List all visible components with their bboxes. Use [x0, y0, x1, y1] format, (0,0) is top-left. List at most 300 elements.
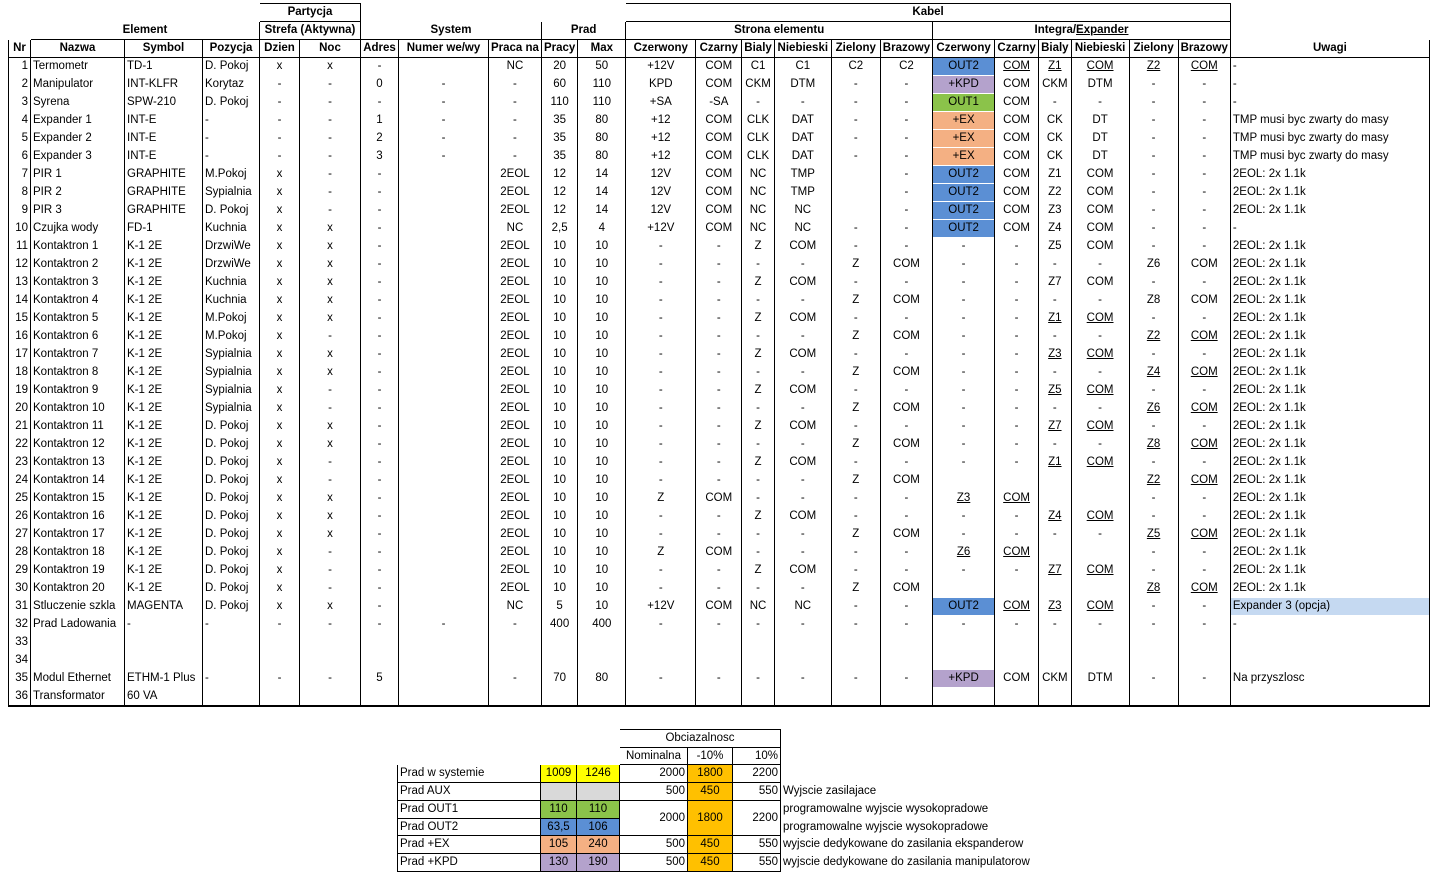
column-header: Noc: [300, 40, 361, 58]
table-cell: Modul Ethernet: [31, 670, 125, 688]
table-cell: 400: [541, 616, 577, 634]
table-cell: COM: [696, 544, 742, 562]
table-cell: [300, 652, 361, 670]
table-cell: 2EOL: 2x 1.1k: [1230, 418, 1429, 436]
summary-label: Prad +EX: [398, 836, 541, 854]
table-cell: -: [1178, 148, 1230, 166]
table-cell: [399, 526, 489, 544]
table-cell: -: [260, 130, 300, 148]
table-cell: Z7: [1039, 418, 1072, 436]
table-cell: -: [361, 598, 399, 616]
table-cell: Z: [626, 544, 696, 562]
table-cell: -: [203, 112, 260, 130]
table-cell: 10: [578, 526, 626, 544]
table-cell: Czujka wody: [31, 220, 125, 238]
table-cell: -: [831, 94, 880, 112]
column-header: Bialy: [1039, 40, 1072, 58]
table-cell: -: [1178, 346, 1230, 364]
plus10-col-header: 10%: [733, 747, 781, 765]
table-cell: OUT2: [933, 202, 995, 220]
table-cell: [626, 688, 696, 707]
table-cell: Z: [742, 274, 775, 292]
table-cell: [31, 652, 125, 670]
table-cell: D. Pokoj: [203, 562, 260, 580]
table-cell: GRAPHITE: [125, 202, 203, 220]
table-cell: COM: [696, 490, 742, 508]
table-cell: [933, 688, 995, 707]
table-cell: CK: [1039, 112, 1072, 130]
table-cell: [1129, 652, 1178, 670]
table-cell: -: [1071, 400, 1129, 418]
table-cell: -: [489, 148, 542, 166]
table-cell: [399, 634, 489, 652]
table-cell: -: [1129, 94, 1178, 112]
table-cell: 12V: [626, 184, 696, 202]
table-cell: Z3: [933, 490, 995, 508]
table-cell: M.Pokoj: [203, 328, 260, 346]
table-cell: [399, 58, 489, 76]
table-cell: 35: [541, 148, 577, 166]
table-cell: COM: [995, 148, 1039, 166]
column-header: Brazowy: [1178, 40, 1230, 58]
table-cell: -: [1071, 364, 1129, 382]
table-cell: [399, 400, 489, 418]
table-cell: K-1 2E: [125, 526, 203, 544]
column-header: Czerwony: [933, 40, 995, 58]
table-cell: DTM: [774, 76, 831, 94]
table-cell: 35: [541, 112, 577, 130]
table-cell: COM: [880, 400, 932, 418]
minus10-col-header: -10%: [688, 747, 733, 765]
table-cell: x: [300, 274, 361, 292]
table-cell: 2EOL: 2x 1.1k: [1230, 436, 1429, 454]
table-cell: COM: [1178, 292, 1230, 310]
table-cell: 20: [9, 400, 31, 418]
table-cell: [399, 202, 489, 220]
table-cell: 4: [578, 220, 626, 238]
table-cell: 10: [578, 238, 626, 256]
table-cell: +12: [626, 130, 696, 148]
table-cell: NC: [774, 202, 831, 220]
table-cell: KPD: [626, 76, 696, 94]
table-cell: -: [995, 616, 1039, 634]
table-cell: -: [831, 382, 880, 400]
table-cell: -: [1129, 148, 1178, 166]
table-cell: +KPD: [933, 76, 995, 94]
table-cell: -: [1129, 220, 1178, 238]
table-cell: COM: [774, 454, 831, 472]
table-cell: -: [696, 274, 742, 292]
table-cell: M.Pokoj: [203, 310, 260, 328]
table-cell: [300, 634, 361, 652]
table-cell: -: [1129, 346, 1178, 364]
table-cell: Z3: [1039, 346, 1072, 364]
table-cell: [1230, 688, 1429, 707]
table-cell: -: [1178, 94, 1230, 112]
table-row: [9, 58, 1430, 76]
table-cell: -: [361, 418, 399, 436]
table-cell: -: [742, 364, 775, 382]
table-cell: -: [626, 382, 696, 400]
table-cell: -: [626, 292, 696, 310]
nominal-col-header: Nominalna: [620, 747, 688, 765]
table-cell: -: [1039, 436, 1072, 454]
table-cell: 10: [541, 364, 577, 382]
table-cell: DrzwiWe: [203, 238, 260, 256]
table-cell: -: [880, 544, 932, 562]
table-cell: Kontaktron 4: [31, 292, 125, 310]
table-cell: [1039, 634, 1072, 652]
table-cell: -: [831, 418, 880, 436]
table-cell: 10: [541, 544, 577, 562]
summary-a: 130: [541, 853, 577, 871]
table-cell: -: [361, 220, 399, 238]
column-header: Adres: [361, 40, 399, 58]
table-cell: -: [995, 346, 1039, 364]
table-cell: [626, 652, 696, 670]
table-cell: -: [300, 148, 361, 166]
table-cell: x: [300, 238, 361, 256]
table-cell: -: [399, 94, 489, 112]
table-cell: -: [361, 436, 399, 454]
table-cell: Z: [626, 490, 696, 508]
table-cell: 2EOL: 2x 1.1k: [1230, 202, 1429, 220]
table-cell: -: [361, 184, 399, 202]
table-cell: Z2: [1129, 58, 1178, 76]
table-row: [9, 382, 1430, 400]
table-cell: 110: [578, 94, 626, 112]
table-cell: OUT2: [933, 598, 995, 616]
table-cell: Z6: [933, 544, 995, 562]
table-cell: x: [260, 364, 300, 382]
table-cell: -: [626, 274, 696, 292]
table-cell: -: [203, 148, 260, 166]
table-cell: -: [1230, 58, 1429, 76]
table-cell: 10: [578, 580, 626, 598]
table-cell: -: [831, 238, 880, 256]
table-cell: -: [1178, 184, 1230, 202]
table-cell: CLK: [742, 130, 775, 148]
table-cell: 2EOL: [489, 166, 542, 184]
table-cell: CK: [1039, 148, 1072, 166]
table-row: [9, 472, 1430, 490]
table-cell: K-1 2E: [125, 418, 203, 436]
table-cell: [361, 688, 399, 707]
column-header: Pracy: [541, 40, 577, 58]
table-cell: 10: [578, 472, 626, 490]
table-cell: [831, 184, 880, 202]
table-cell: COM: [995, 112, 1039, 130]
table-row: [9, 688, 1430, 707]
table-cell: [399, 166, 489, 184]
table-cell: ETHM-1 Plus: [125, 670, 203, 688]
wiring-table: [8, 3, 1430, 707]
table-cell: Z: [742, 418, 775, 436]
table-cell: 2EOL: [489, 238, 542, 256]
table-cell: +EX: [933, 112, 995, 130]
table-cell: INT-KLFR: [125, 76, 203, 94]
table-cell: COM: [696, 58, 742, 76]
table-cell: -: [361, 580, 399, 598]
element-header: Element: [31, 22, 260, 40]
table-cell: [1071, 652, 1129, 670]
summary-label: Prad OUT1: [398, 800, 541, 818]
table-cell: COM: [1071, 58, 1129, 76]
table-cell: -: [831, 274, 880, 292]
table-cell: Kontaktron 9: [31, 382, 125, 400]
table-cell: Z: [831, 364, 880, 382]
table-cell: -: [1178, 130, 1230, 148]
table-cell: K-1 2E: [125, 544, 203, 562]
table-cell: 30: [9, 580, 31, 598]
table-cell: +SA: [626, 94, 696, 112]
table-cell: -: [774, 94, 831, 112]
table-cell: 2EOL: [489, 436, 542, 454]
summary-note: wyjscie dedykowane do zasilania ekspanderow: [783, 838, 1024, 851]
table-cell: -: [1178, 544, 1230, 562]
table-cell: -: [300, 130, 361, 148]
table-cell: [260, 634, 300, 652]
table-cell: 10: [578, 508, 626, 526]
table-cell: -: [626, 562, 696, 580]
table-cell: -: [774, 544, 831, 562]
table-cell: -: [399, 112, 489, 130]
table-row: [9, 292, 1430, 310]
summary-nom: 2000: [620, 765, 688, 783]
table-cell: -: [300, 562, 361, 580]
table-cell: -: [1178, 598, 1230, 616]
table-cell: -: [1071, 256, 1129, 274]
table-cell: -: [774, 364, 831, 382]
table-cell: [880, 634, 932, 652]
table-cell: Kontaktron 17: [31, 526, 125, 544]
table-cell: -: [831, 112, 880, 130]
table-cell: x: [260, 58, 300, 76]
table-cell: 10: [578, 382, 626, 400]
summary-note: wyjscie dedykowane do zasilania manipulatorow: [783, 855, 1030, 868]
table-cell: -: [696, 454, 742, 472]
table-cell: 10: [9, 220, 31, 238]
table-cell: COM: [880, 436, 932, 454]
table-cell: COM: [995, 490, 1039, 508]
table-cell: -: [742, 472, 775, 490]
summary-label: Prad +KPD: [398, 853, 541, 871]
column-header-row: [9, 40, 1430, 58]
table-cell: 2EOL: 2x 1.1k: [1230, 274, 1429, 292]
table-cell: -: [489, 94, 542, 112]
table-cell: -: [300, 472, 361, 490]
table-cell: -: [361, 454, 399, 472]
table-cell: 2EOL: [489, 472, 542, 490]
table-cell: NC: [489, 220, 542, 238]
table-cell: [1039, 652, 1072, 670]
table-cell: -: [880, 670, 932, 688]
table-cell: Z: [831, 436, 880, 454]
table-cell: [1230, 634, 1429, 652]
table-cell: x: [260, 310, 300, 328]
summary-a: 1009: [541, 765, 577, 783]
table-cell: C1: [774, 58, 831, 76]
table-cell: 2EOL: [489, 580, 542, 598]
table-cell: COM: [995, 202, 1039, 220]
table-cell: -: [880, 508, 932, 526]
table-cell: Sypialnia: [203, 184, 260, 202]
table-cell: COM: [1178, 58, 1230, 76]
table-cell: -: [300, 184, 361, 202]
table-cell: x: [300, 436, 361, 454]
table-cell: -: [626, 670, 696, 688]
table-cell: CKM: [1039, 76, 1072, 94]
table-cell: [399, 364, 489, 382]
table-cell: [399, 328, 489, 346]
table-cell: -: [300, 580, 361, 598]
table-cell: COM: [995, 94, 1039, 112]
table-cell: COM: [1178, 400, 1230, 418]
table-cell: -: [880, 94, 932, 112]
table-cell: NC: [742, 220, 775, 238]
table-cell: [1039, 688, 1072, 707]
table-cell: 50: [578, 58, 626, 76]
table-cell: Z4: [1039, 508, 1072, 526]
table-row: [9, 526, 1430, 544]
table-cell: 2EOL: 2x 1.1k: [1230, 544, 1429, 562]
table-cell: -: [1129, 130, 1178, 148]
table-cell: [399, 382, 489, 400]
table-cell: NC: [742, 184, 775, 202]
table-cell: [399, 544, 489, 562]
table-cell: 3: [361, 148, 399, 166]
table-cell: 10: [541, 508, 577, 526]
table-row: [9, 346, 1430, 364]
table-cell: -: [742, 526, 775, 544]
table-cell: x: [260, 454, 300, 472]
table-cell: [831, 652, 880, 670]
table-cell: 2EOL: 2x 1.1k: [1230, 238, 1429, 256]
table-cell: [578, 652, 626, 670]
summary-nom: 500: [620, 853, 688, 871]
table-row: [9, 508, 1430, 526]
table-cell: x: [260, 346, 300, 364]
table-cell: Z: [831, 580, 880, 598]
load-summary-table: [397, 729, 1071, 872]
table-cell: K-1 2E: [125, 292, 203, 310]
table-row: [9, 598, 1430, 616]
table-cell: -: [260, 94, 300, 112]
table-cell: -: [742, 256, 775, 274]
table-cell: -: [1129, 76, 1178, 94]
table-cell: [399, 292, 489, 310]
table-cell: -: [1071, 526, 1129, 544]
table-cell: -: [831, 490, 880, 508]
table-cell: -: [1129, 616, 1178, 634]
table-row: [9, 580, 1430, 598]
summary-label: Prad OUT2: [398, 818, 541, 836]
table-cell: 33: [9, 634, 31, 652]
table-cell: 5: [541, 598, 577, 616]
table-cell: [995, 634, 1039, 652]
table-cell: -: [626, 328, 696, 346]
table-cell: 21: [9, 418, 31, 436]
table-cell: Z2: [1129, 472, 1178, 490]
table-cell: Z8: [1129, 580, 1178, 598]
table-cell: [578, 634, 626, 652]
strefa-header: Strefa (Aktywna): [260, 22, 361, 40]
table-cell: 12V: [626, 202, 696, 220]
table-cell: -: [260, 112, 300, 130]
table-cell: 2EOL: 2x 1.1k: [1230, 562, 1429, 580]
table-cell: -: [742, 400, 775, 418]
table-cell: -: [1071, 94, 1129, 112]
table-cell: -: [831, 148, 880, 166]
table-cell: [578, 688, 626, 707]
table-cell: -: [1129, 184, 1178, 202]
table-row: [9, 274, 1430, 292]
table-row: [9, 202, 1430, 220]
table-cell: K-1 2E: [125, 310, 203, 328]
table-cell: 2EOL: [489, 364, 542, 382]
summary-b: 1246: [577, 765, 620, 783]
table-cell: x: [260, 382, 300, 400]
table-cell: 31: [9, 598, 31, 616]
table-cell: 10: [541, 256, 577, 274]
summary-note: programowalne wyjscie wysokopradowe: [783, 820, 989, 833]
table-cell: COM: [1071, 202, 1129, 220]
table-cell: C1: [742, 58, 775, 76]
table-cell: DAT: [774, 148, 831, 166]
table-cell: 2EOL: 2x 1.1k: [1230, 346, 1429, 364]
table-cell: 10: [541, 346, 577, 364]
table-cell: NC: [742, 166, 775, 184]
table-cell: COM: [696, 148, 742, 166]
table-cell: [300, 688, 361, 707]
table-cell: -: [300, 400, 361, 418]
table-cell: COM: [880, 472, 932, 490]
table-cell: COM: [696, 184, 742, 202]
table-cell: -: [260, 670, 300, 688]
table-cell: -: [933, 346, 995, 364]
table-cell: 10: [541, 418, 577, 436]
table-cell: -: [933, 508, 995, 526]
table-cell: 10: [578, 328, 626, 346]
table-cell: -: [933, 310, 995, 328]
table-cell: [399, 472, 489, 490]
table-cell: 18: [9, 364, 31, 382]
table-cell: 13: [9, 274, 31, 292]
table-cell: [399, 580, 489, 598]
table-cell: [933, 634, 995, 652]
table-cell: -: [1178, 508, 1230, 526]
column-header: Nr: [9, 40, 31, 58]
table-cell: -: [1071, 328, 1129, 346]
table-cell: [1230, 652, 1429, 670]
table-cell: -: [1071, 616, 1129, 634]
table-cell: CKM: [1039, 670, 1072, 688]
table-cell: 80: [578, 112, 626, 130]
table-cell: -: [300, 328, 361, 346]
table-cell: -: [933, 382, 995, 400]
table-cell: COM: [1071, 598, 1129, 616]
table-cell: COM: [696, 166, 742, 184]
table-cell: 14: [578, 202, 626, 220]
table-cell: -: [361, 526, 399, 544]
table-cell: -: [1178, 76, 1230, 94]
table-cell: CLK: [742, 148, 775, 166]
table-cell: -: [742, 436, 775, 454]
table-cell: 2EOL: [489, 418, 542, 436]
table-cell: -: [1039, 328, 1072, 346]
table-cell: -: [933, 274, 995, 292]
table-cell: [399, 184, 489, 202]
